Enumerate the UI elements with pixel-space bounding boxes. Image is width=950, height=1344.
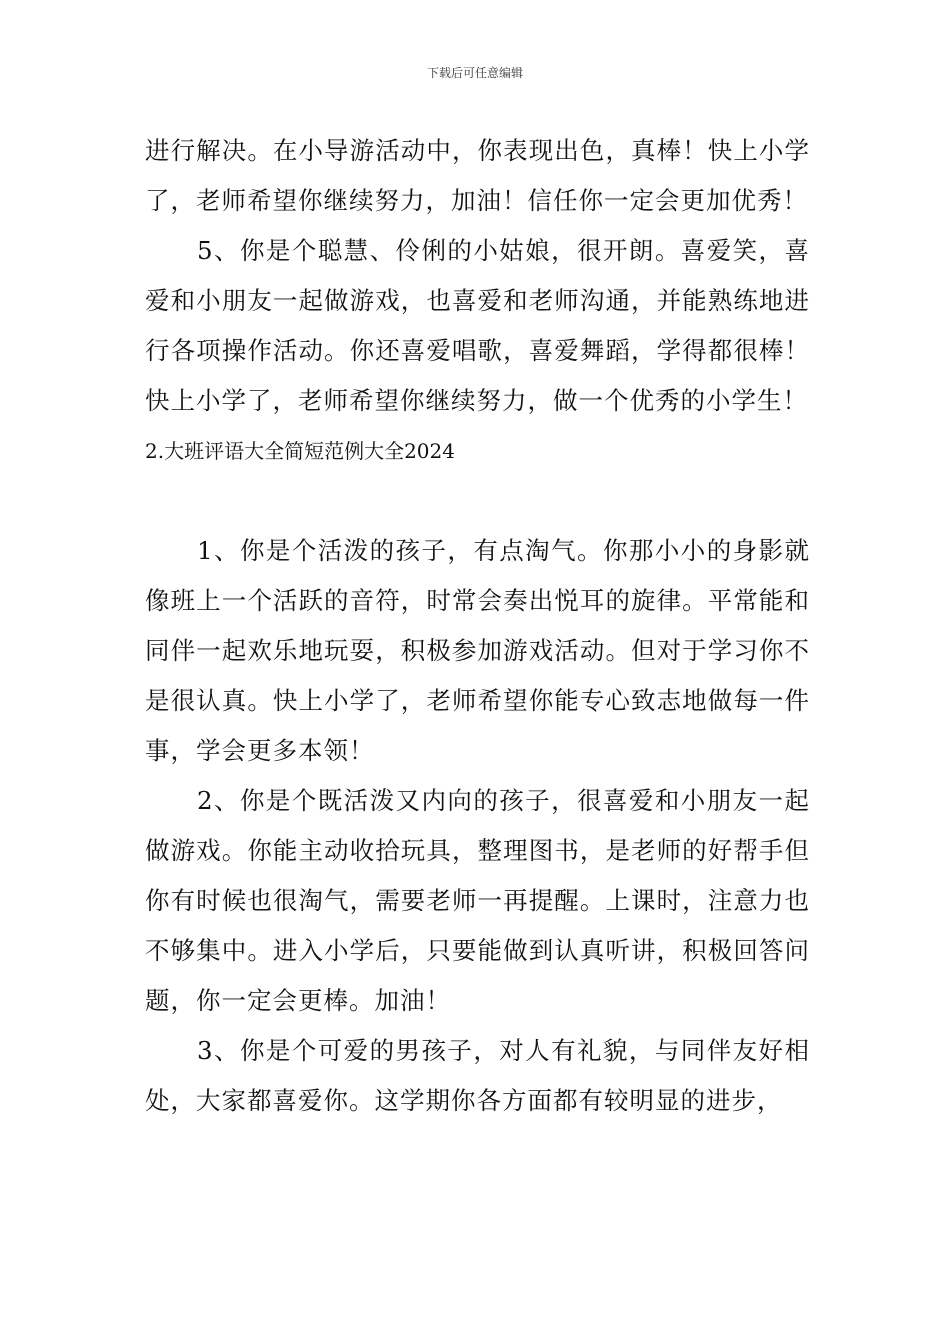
paragraph-comment-3: 3、你是个可爱的男孩子，对人有礼貌，与同伴友好相处，大家都喜爱你。这学期你各方面都有较明显的进步， bbox=[145, 1036, 810, 1115]
document-body bbox=[145, 126, 810, 1126]
paragraph-comment-5: 5、你是个聪慧、伶俐的小姑娘，很开朗。喜爱笑，喜爱和小朋友一起做游戏，也喜爱和老师沟通，并能熟练地进行各项操作活动。你还喜爱唱歌，喜爱舞蹈，学得都很棒！快上小学了，老师希望你继续努力，做一个优秀的小学生！ bbox=[145, 236, 810, 415]
paragraph-comment-2: 2、你是个既活泼又内向的孩子，很喜爱和小朋友一起做游戏。你能主动收拾玩具，整理图书，是老师的好帮手但你有时候也很淘气，需要老师一再提醒。上课时，注意力也不够集中。进入小学后，只要能做到认真听讲，积极回答问题，你一定会更棒。加油！ bbox=[145, 786, 810, 1015]
paragraph-continuation: 进行解决。在小导游活动中，你表现出色，真棒！快上小学了，老师希望你继续努力，加油！信任你一定会更加优秀！ bbox=[145, 136, 810, 215]
page-header: 下载后可任意编辑 bbox=[426, 66, 523, 80]
paragraph-comment-1: 1、你是个活泼的孩子，有点淘气。你那小小的身影就像班上一个活跃的音符，时常会奏出悦耳的旋律。平常能和同伴一起欢乐地玩耍，积极参加游戏活动。但对于学习你不是很认真。快上小学了，老师希望你能专心致志地做每一件事，学会更多本领！ bbox=[145, 536, 810, 765]
section-heading: 2.大班评语大全简短范例大全2024 bbox=[145, 439, 455, 463]
